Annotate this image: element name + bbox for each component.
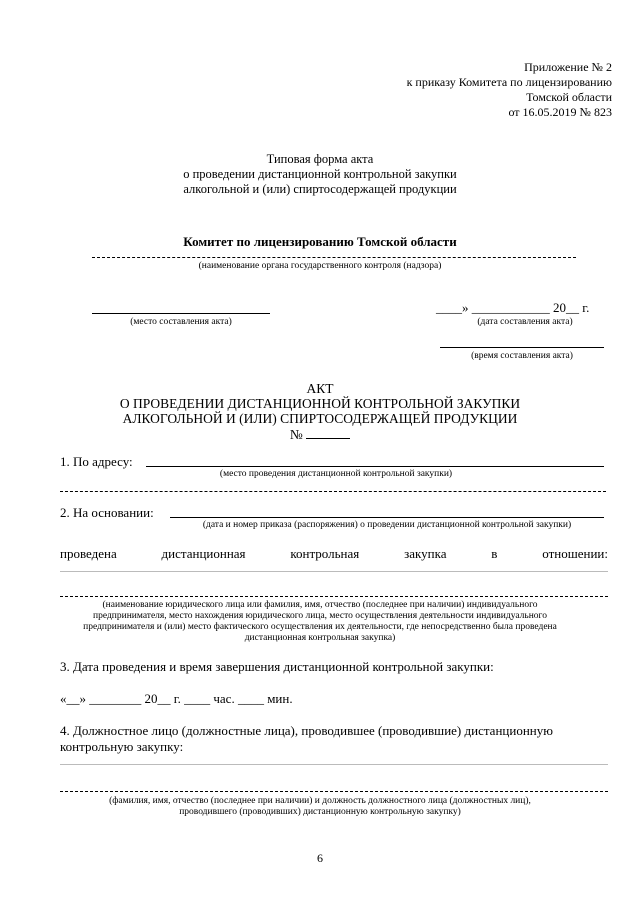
item4-line-b — [60, 791, 608, 792]
item3-fill-line: «__» ________ 20__ г. ____ час. ____ мин. — [60, 691, 293, 706]
appendix-line-3: Томской области — [526, 90, 612, 104]
appendix-line-2: к приказу Комитета по лицензированию — [406, 75, 612, 89]
appendix-line-4: от 16.05.2019 № 823 — [508, 105, 612, 119]
item1-label: 1. По адресу: — [60, 454, 133, 469]
entity-hint-3: предпринимателя и (или) место фактического осуществления их деятельности, где непосредственно была проведена — [83, 622, 557, 632]
place-line — [92, 313, 270, 314]
entity-line-2 — [60, 596, 608, 597]
item2-label: 2. На основании: — [60, 505, 154, 520]
act-title-line-2: О ПРОВЕДЕНИИ ДИСТАНЦИОННОЙ КОНТРОЛЬНОЙ ЗАКУПКИ — [119, 396, 521, 411]
authority-name: Комитет по лицензированию Томской области — [183, 234, 457, 249]
act-title-line-1: АКТ — [306, 381, 334, 396]
item4-hint-1: (фамилия, имя, отчество (последнее при наличии) и должность должностного лица (должностных лиц), — [109, 796, 531, 806]
item4-line-1: 4. Должностное лицо (должностные лица), проводившее (проводившие) дистанционную — [60, 723, 553, 738]
act-number: № — [0, 426, 640, 443]
item2-basis-line — [170, 517, 604, 518]
entity-hint-2: предпринимателя, место нахождения юридического лица, место осуществления деятельности индивидуального — [93, 611, 547, 621]
date-hint: (дата составления акта) — [477, 317, 573, 327]
time-line — [440, 347, 604, 348]
authority-underline — [92, 257, 576, 258]
authority-hint: (наименование органа государственного контроля (надзора) — [198, 261, 442, 271]
date-fill: ____» ____________ 20__ г. — [436, 300, 590, 315]
conducted-line: проведена дистанционная контрольная закупка в отношении: — [60, 546, 608, 561]
entity-line-1 — [60, 571, 608, 572]
item1-address-line — [146, 466, 604, 467]
entity-hint-4: дистанционная контрольная закупка) — [244, 633, 396, 643]
place-hint: (место составления акта) — [130, 317, 232, 327]
page-number: 6 — [317, 851, 323, 865]
item4-hint-2: проводившего (проводивших) дистанционную контрольную закупку) — [179, 807, 461, 817]
form-title-line-3: алкогольной и (или) спиртосодержащей продукции — [183, 182, 457, 196]
appendix-line-1: Приложение № 2 — [524, 60, 612, 74]
form-title-line-1: Типовая форма акта — [266, 152, 374, 166]
entity-hint-1: (наименование юридического лица или фамилия, имя, отчество (последнее при наличии) индивидуального — [102, 600, 538, 610]
time-hint: (время составления акта) — [471, 351, 573, 361]
item4-line-2: контрольную закупку: — [60, 739, 184, 754]
item3-label: 3. Дата проведения и время завершения дистанционной контрольной закупки: — [60, 659, 494, 674]
form-title-line-2: о проведении дистанционной контрольной закупки — [183, 167, 457, 181]
act-title-line-3: АЛКОГОЛЬНОЙ И (ИЛИ) СПИРТОСОДЕРЖАЩЕЙ ПРОДУКЦИИ — [122, 411, 518, 426]
item4-line-a — [60, 764, 608, 765]
item1-hint: (место проведения дистанционной контрольной закупки) — [219, 469, 453, 479]
item2-hint: (дата и номер приказа (распоряжения) о проведении дистанционной контрольной закупки) — [202, 520, 572, 530]
item1-extra-line — [60, 491, 606, 492]
